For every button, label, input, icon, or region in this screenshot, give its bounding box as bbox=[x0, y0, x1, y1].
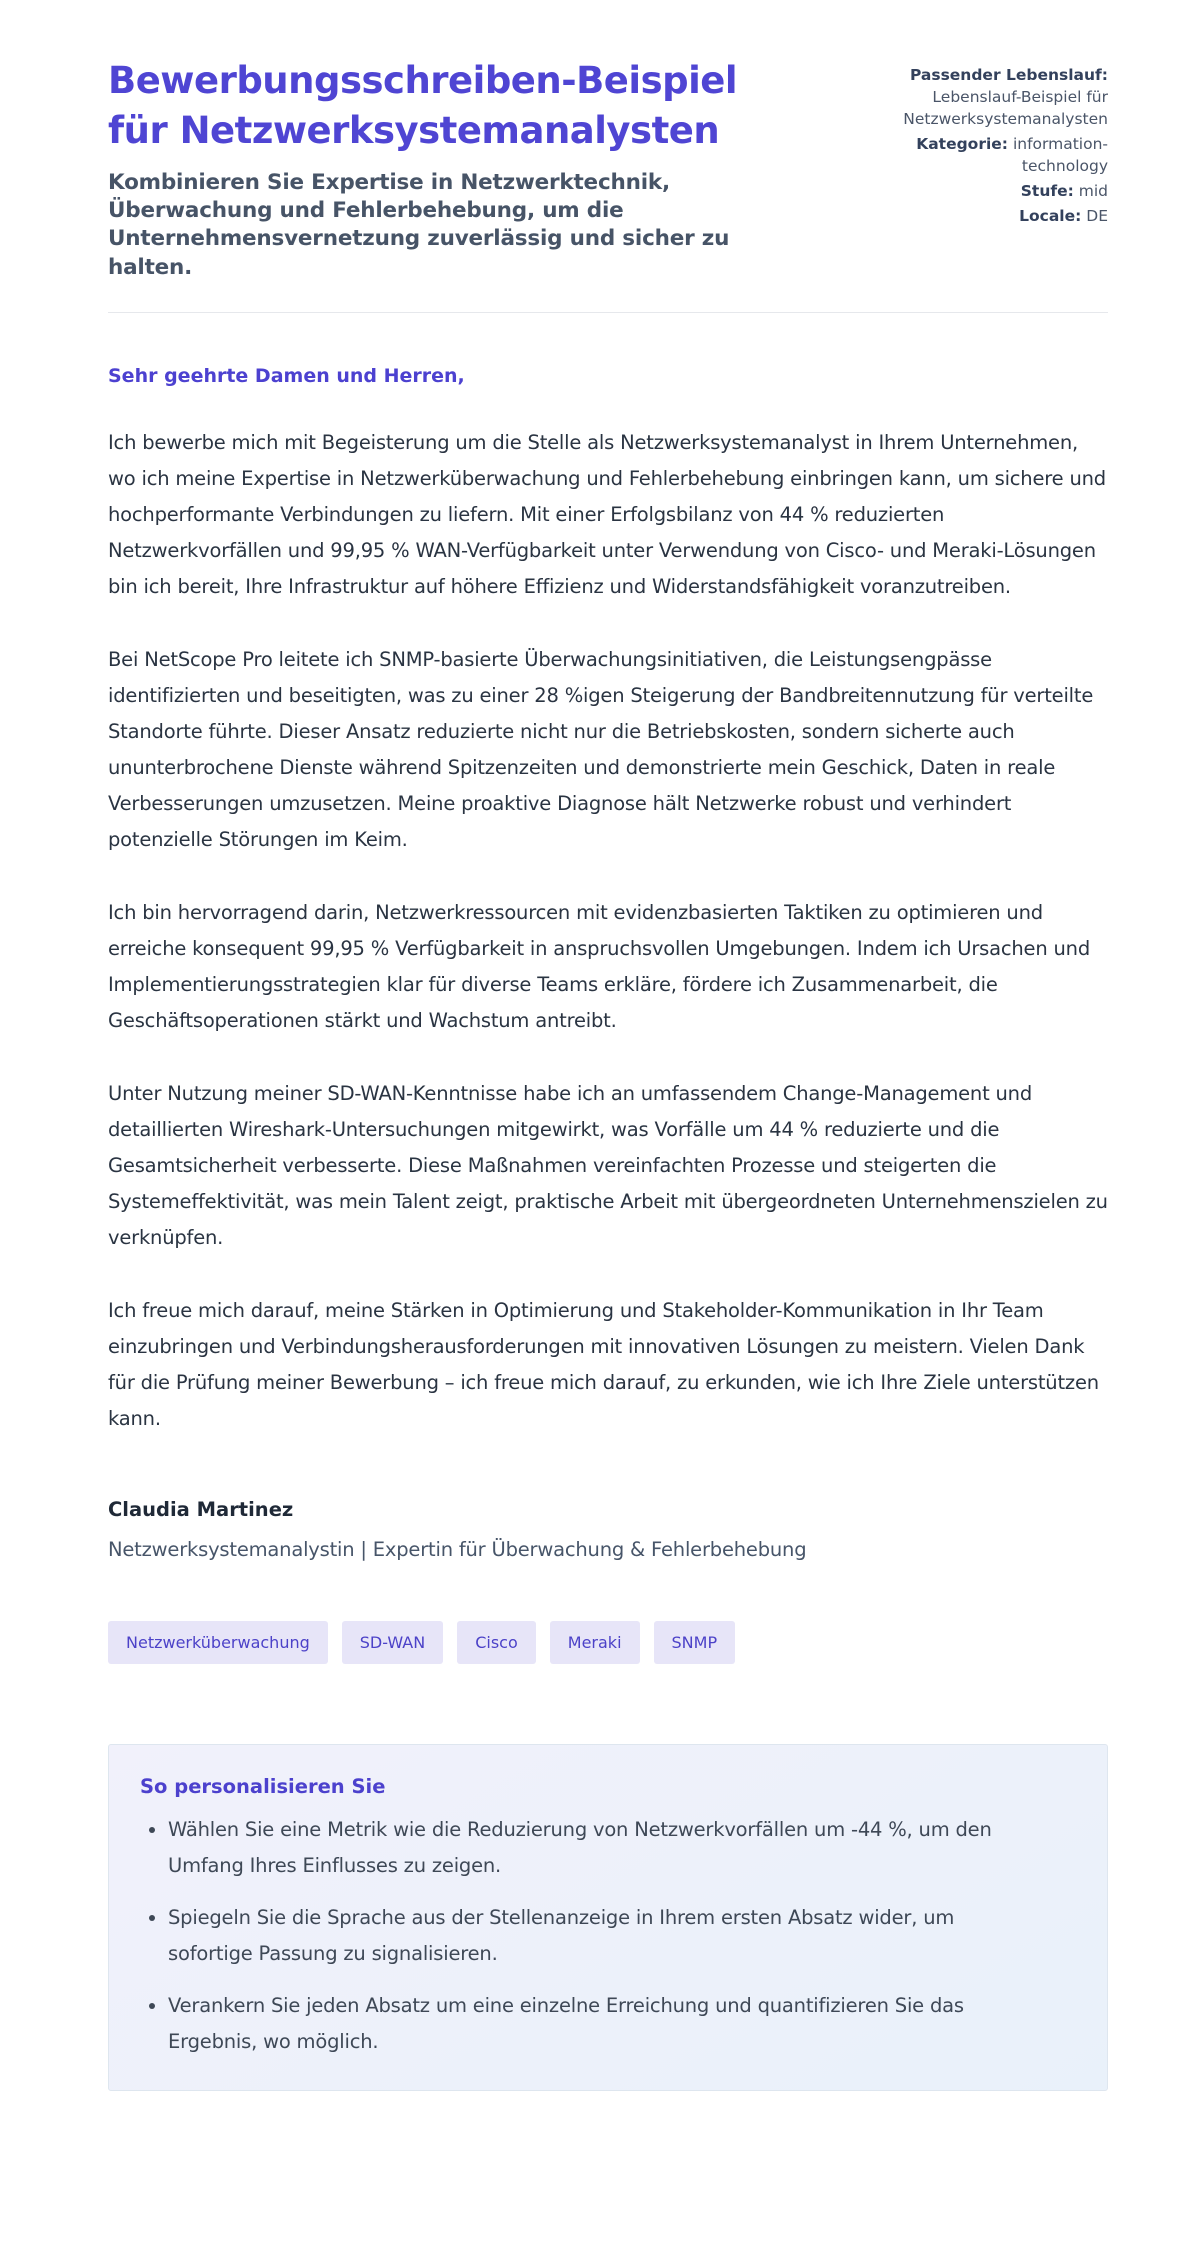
page-title: Bewerbungsschreiben-Beispiel für Netzwerksystemanalysten bbox=[108, 59, 738, 153]
letter-paragraph: Ich bin hervorragend darin, Netzwerkressourcen mit evidenzbasierten Taktiken zu optimieren und erreiche konsequent 99,95 % Verfügbarkeit in anspruchsvollen Umgebungen. Indem ich Ursachen und Implementierungsstrategien klar für diverse Teams erkläre, fördere ich Zusammenarbeit, die Geschäftsoperationen stärkt und Wachstum antreibt. bbox=[108, 901, 1090, 1033]
meta-row-locale bbox=[856, 205, 1108, 227]
tag-cisco[interactable]: Cisco bbox=[457, 1621, 536, 1664]
page-subtitle: Kombinieren Sie Expertise in Netzwerktechnik, Überwachung und Fehlerbehebung, um die Unternehmensvernetzung zuverlässig und sicher zu halten. bbox=[108, 169, 730, 280]
tag-netzwerkueberwachung[interactable]: Netzwerküberwachung bbox=[108, 1621, 328, 1664]
meta-row-level bbox=[856, 180, 1108, 202]
cover-letter-page bbox=[108, 0, 1108, 2091]
tips-heading: So personalisieren Sie bbox=[140, 1775, 386, 1799]
meta-value-category: information-technology bbox=[1012, 135, 1108, 175]
meta-row-resume bbox=[856, 64, 1108, 130]
tag-meraki[interactable]: Meraki bbox=[550, 1621, 640, 1664]
meta-label-resume: Passender Lebenslauf: bbox=[909, 66, 1108, 84]
page-header bbox=[108, 56, 1108, 282]
signature-name: Claudia Martinez bbox=[108, 1498, 294, 1522]
skill-tags bbox=[108, 1621, 1108, 1664]
letter-body bbox=[108, 365, 1108, 1561]
header-title-block bbox=[108, 56, 808, 282]
letter-paragraph: Bei NetScope Pro leitete ich SNMP-basierte Überwachungsinitiativen, die Leistungsengpässe identifizierten und beseitigten, was zu einer 28 %igen Steigerung der Bandbreitennutzung für verteilte Standorte führte. Dieser Ansatz reduzierte nicht nur die Betriebskosten, sondern sicherte auch ununterbrochene Dienste während Spitzenzeiten und demonstrierte mein Geschick, Daten in reale Verbesserungen umzusetzen. Meine proaktive Diagnose hält Netzwerke robust und verhindert potenzielle Störungen im Keim. bbox=[108, 648, 1094, 852]
tag-snmp[interactable]: SNMP bbox=[654, 1621, 736, 1664]
meta-value-locale: DE bbox=[1086, 207, 1108, 225]
tips-list bbox=[140, 1812, 1067, 2060]
letter-greeting: Sehr geehrte Damen und Herren, bbox=[108, 365, 465, 388]
letter-paragraph: Ich freue mich darauf, meine Stärken in Optimierung und Stakeholder-Kommunikation in Ihr Team einzubringen und Verbindungsherausforderungen mit innovativen Lösungen zu meistern. Vielen Dank für die Prüfung meiner Bewerbung – ich freue mich darauf, zu erkunden, wie ich Ihre Ziele unterstützen kann. bbox=[108, 1299, 1099, 1431]
meta-label-locale: Locale: bbox=[1019, 207, 1082, 225]
letter-paragraph: Ich bewerbe mich mit Begeisterung um die Stelle als Netzwerksystemanalyst in Ihrem Unternehmen, wo ich meine Expertise in Netzwerküberwachung und Fehlerbehebung einbringen kann, um sichere und hochperformante Verbindungen zu liefern. Mit einer Erfolgsbilanz von 44 % reduzierten Netzwerkvorfällen und 99,95 % WAN-Verfügbarkeit unter Verwendung von Cisco- und Meraki-Lösungen bin ich bereit, Ihre Infrastruktur auf höhere Effizienz und Widerstandsfähigkeit voranzutreiben. bbox=[108, 431, 1106, 599]
tips-item: • Wählen Sie eine Metrik wie die Reduzierung von Netzwerkvorfällen um -44 %, um den Umfang Ihres Einflusses zu zeigen. bbox=[168, 1812, 1038, 1884]
personalization-tips-box bbox=[108, 1744, 1108, 2091]
meta-value-level: mid bbox=[1078, 182, 1108, 200]
tag-sd-wan[interactable]: SD-WAN bbox=[342, 1621, 443, 1664]
signature-role: Netzwerksystemanalystin | Expertin für Überwachung & Fehlerbehebung bbox=[108, 1538, 807, 1562]
tips-item: • Verankern Sie jeden Absatz um eine einzelne Erreichung und quantifizieren Sie das Ergebnis, wo möglich. bbox=[168, 1988, 1038, 2060]
meta-panel bbox=[856, 56, 1108, 230]
meta-label-category: Kategorie: bbox=[916, 135, 1008, 153]
meta-value-resume: Lebenslauf-Beispiel für Netzwerksystemanalysten bbox=[903, 88, 1108, 128]
tips-item: • Spiegeln Sie die Sprache aus der Stellenanzeige in Ihrem ersten Absatz wider, um sofortige Passung zu signalisieren. bbox=[168, 1900, 1038, 1972]
header-divider bbox=[108, 312, 1108, 313]
letter-paragraph: Unter Nutzung meiner SD-WAN-Kenntnisse habe ich an umfassendem Change-Management und detaillierten Wireshark-Untersuchungen mitgewirkt, was Vorfälle um 44 % reduzierte und die Gesamtsicherheit verbesserte. Diese Maßnahmen vereinfachten Prozesse und steigerten die Systemeffektivität, was mein Talent zeigt, praktische Arbeit mit übergeordneten Unternehmenszielen zu verknüpfen. bbox=[108, 1082, 1108, 1250]
meta-row-category bbox=[856, 133, 1108, 177]
meta-label-level: Stufe: bbox=[1020, 182, 1074, 200]
